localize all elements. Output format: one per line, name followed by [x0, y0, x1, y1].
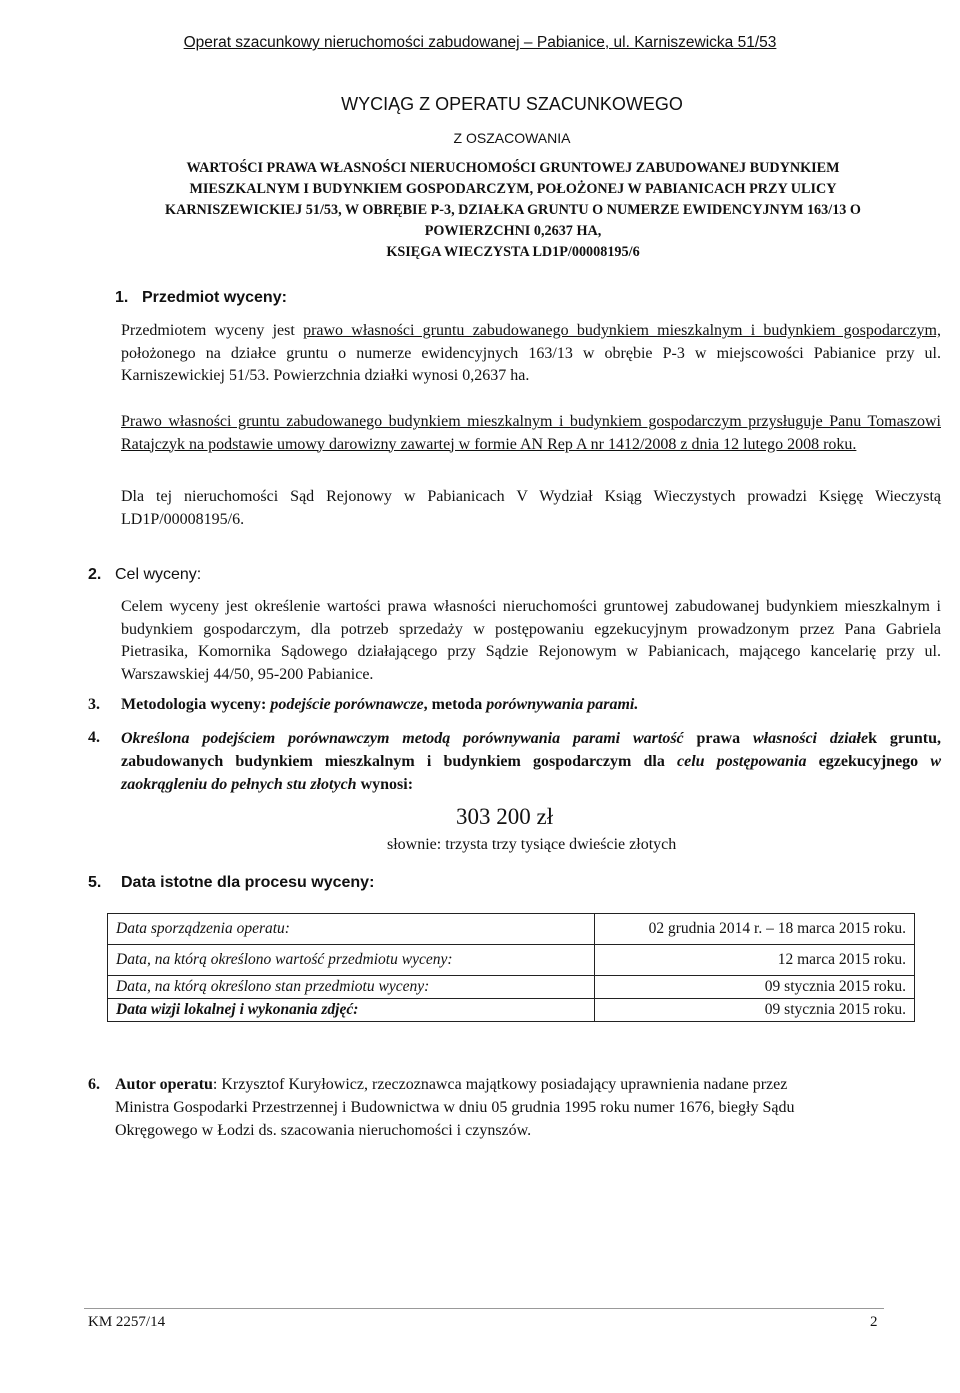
section-2-paragraph: Celem wyceny jest określenie wartości prawa własności nieruchomości gruntowej zabudowanej budynkiem mieszkalnym i budynkiem gospodarczym, dla potrzeb sprzedaży w postępowaniu egzekucyjnym prowadzonym przez Pana Gabriela Pietrasika, Komornika Sądowego działającego przy Sądzie Rejonowym w Pabianicach, mającego kancelarię przy ul. Warszawskiej 44/50, 95-200 Pabianice.: [121, 598, 941, 683]
table-row: [108, 945, 915, 976]
section-1-paragraph-3: Dla tej nieruchomości Sąd Rejonowy w Pabianicach V Wydział Ksiąg Wieczystych prowadzi Księgę Wieczystą LD1P/00008195/6.: [121, 488, 941, 528]
date-label: Data, na którą określono wartość przedmiotu wyceny:: [108, 945, 595, 976]
date-label: Data, na którą określono stan przedmiotu wyceny:: [108, 976, 595, 999]
section-5-heading: [88, 874, 374, 892]
section-2-heading: [88, 566, 201, 584]
date-label: Data wizji lokalnej i wykonania zdjęć:: [108, 999, 595, 1022]
subject-heading: [118, 158, 908, 263]
section-1-heading: [115, 289, 287, 307]
document-title: WYCIĄG Z OPERATU SZACUNKOWEGO: [341, 94, 683, 114]
heading-line: POWIERZCHNI 0,2637 HA,: [424, 223, 602, 239]
section-number: 3.: [88, 696, 100, 713]
section-title: Przedmiot wyceny:: [142, 289, 287, 306]
heading-line: WARTOŚCI PRAWA WŁASNOŚCI NIERUCHOMOŚCI GRUNTOWEJ ZABUDOWANEJ BUDYNKIEM: [186, 160, 840, 176]
footer-reference: KM 2257/14: [88, 1314, 166, 1330]
section-6-line-2: Ministra Gospodarki Przestrzennej i Budownictwa w dniu 05 grudnia 1995 roku numer 1676, biegły Sądu: [115, 1099, 795, 1116]
section-number: 1.: [115, 289, 129, 306]
section-4-number: 4.: [88, 729, 100, 746]
heading-line: KARNISZEWICKIEJ 51/53, W OBRĘBIE P-3, DZIAŁKA GRUNTU O NUMERZE EWIDENCYJNYM 163/13 O: [165, 202, 861, 218]
date-value: 09 stycznia 2015 roku.: [595, 999, 915, 1022]
table-row: [108, 999, 915, 1022]
section-1-paragraph-2: Prawo własności gruntu zabudowanego budynkiem mieszkalnym i budynkiem gospodarczym przysługuje Panu Tomaszowi Ratajczyk na podstawie umowy darowizny zawartej w formie AN Rep A nr 1412/2008 z dnia 12 lutego 2008 roku.: [121, 413, 941, 453]
footer-divider: [84, 1308, 884, 1309]
table-row: [108, 976, 915, 999]
date-value: 12 marca 2015 roku.: [595, 945, 915, 976]
section-number: 6.: [88, 1076, 100, 1093]
heading-line: KSIĘGA WIECZYSTA LD1P/00008195/6: [386, 244, 640, 260]
section-3-line: 3. Metodologia wyceny: podejście porównawcze, metoda porównywania parami.: [88, 694, 638, 716]
section-title: Cel wyceny:: [115, 566, 202, 583]
section-1-paragraph-1: Przedmiotem wyceny jest prawo własności gruntu zabudowanego budynkiem mieszkalnym i budynkiem gospodarczym, położonego na działce gruntu o numerze ewidencyjnych 163/13 w obrębie P-3 w miejscowości Pabianice przy ul. Karniszewickiej 51/53. Powierzchnia działki wynosi 0,2637 ha.: [121, 322, 941, 384]
date-value: 09 stycznia 2015 roku.: [595, 976, 915, 999]
date-label: Data sporządzenia operatu:: [108, 914, 595, 945]
section-6-line-1: 6. Autor operatu: Krzysztof Kuryłowicz, rzeczoznawca majątkowy posiadający uprawnienia nadane przez: [88, 1074, 787, 1096]
page-number: 2: [870, 1314, 878, 1330]
dates-table: [107, 913, 915, 1022]
valuation-amount: 303 200 zł: [456, 804, 554, 829]
date-value: 02 grudnia 2014 r. – 18 marca 2015 roku.: [595, 914, 915, 945]
running-header: Operat szacunkowy nieruchomości zabudowanej – Pabianice, ul. Karniszewicka 51/53: [183, 34, 777, 51]
section-4-paragraph: Określona podejściem porównawczym metodą porównywania parami wartość prawa własności działek gruntu, zabudowanych budynkiem mieszkalnym i budynkiem gospodarczym dla celu postępowania egzekucyjnego w zaokrągleniu do pełnych stu złotych wynosi:: [121, 730, 942, 793]
valuation-in-words: słownie: trzysta trzy tysiące dwieście złotych: [387, 836, 677, 853]
heading-line: MIESZKALNYM I BUDYNKIEM GOSPODARCZYM, POŁOŻONEJ W PABIANICACH PRZY ULICY: [189, 181, 837, 197]
table-row: [108, 914, 915, 945]
section-title: Data istotne dla procesu wyceny:: [121, 874, 375, 891]
section-number: 5.: [88, 874, 102, 891]
document-subtitle: Z OSZACOWANIA: [453, 130, 571, 146]
section-number: 2.: [88, 566, 102, 583]
section-6-line-3: Okręgowego w Łodzi ds. szacowania nieruchomości i czynszów.: [115, 1122, 532, 1139]
